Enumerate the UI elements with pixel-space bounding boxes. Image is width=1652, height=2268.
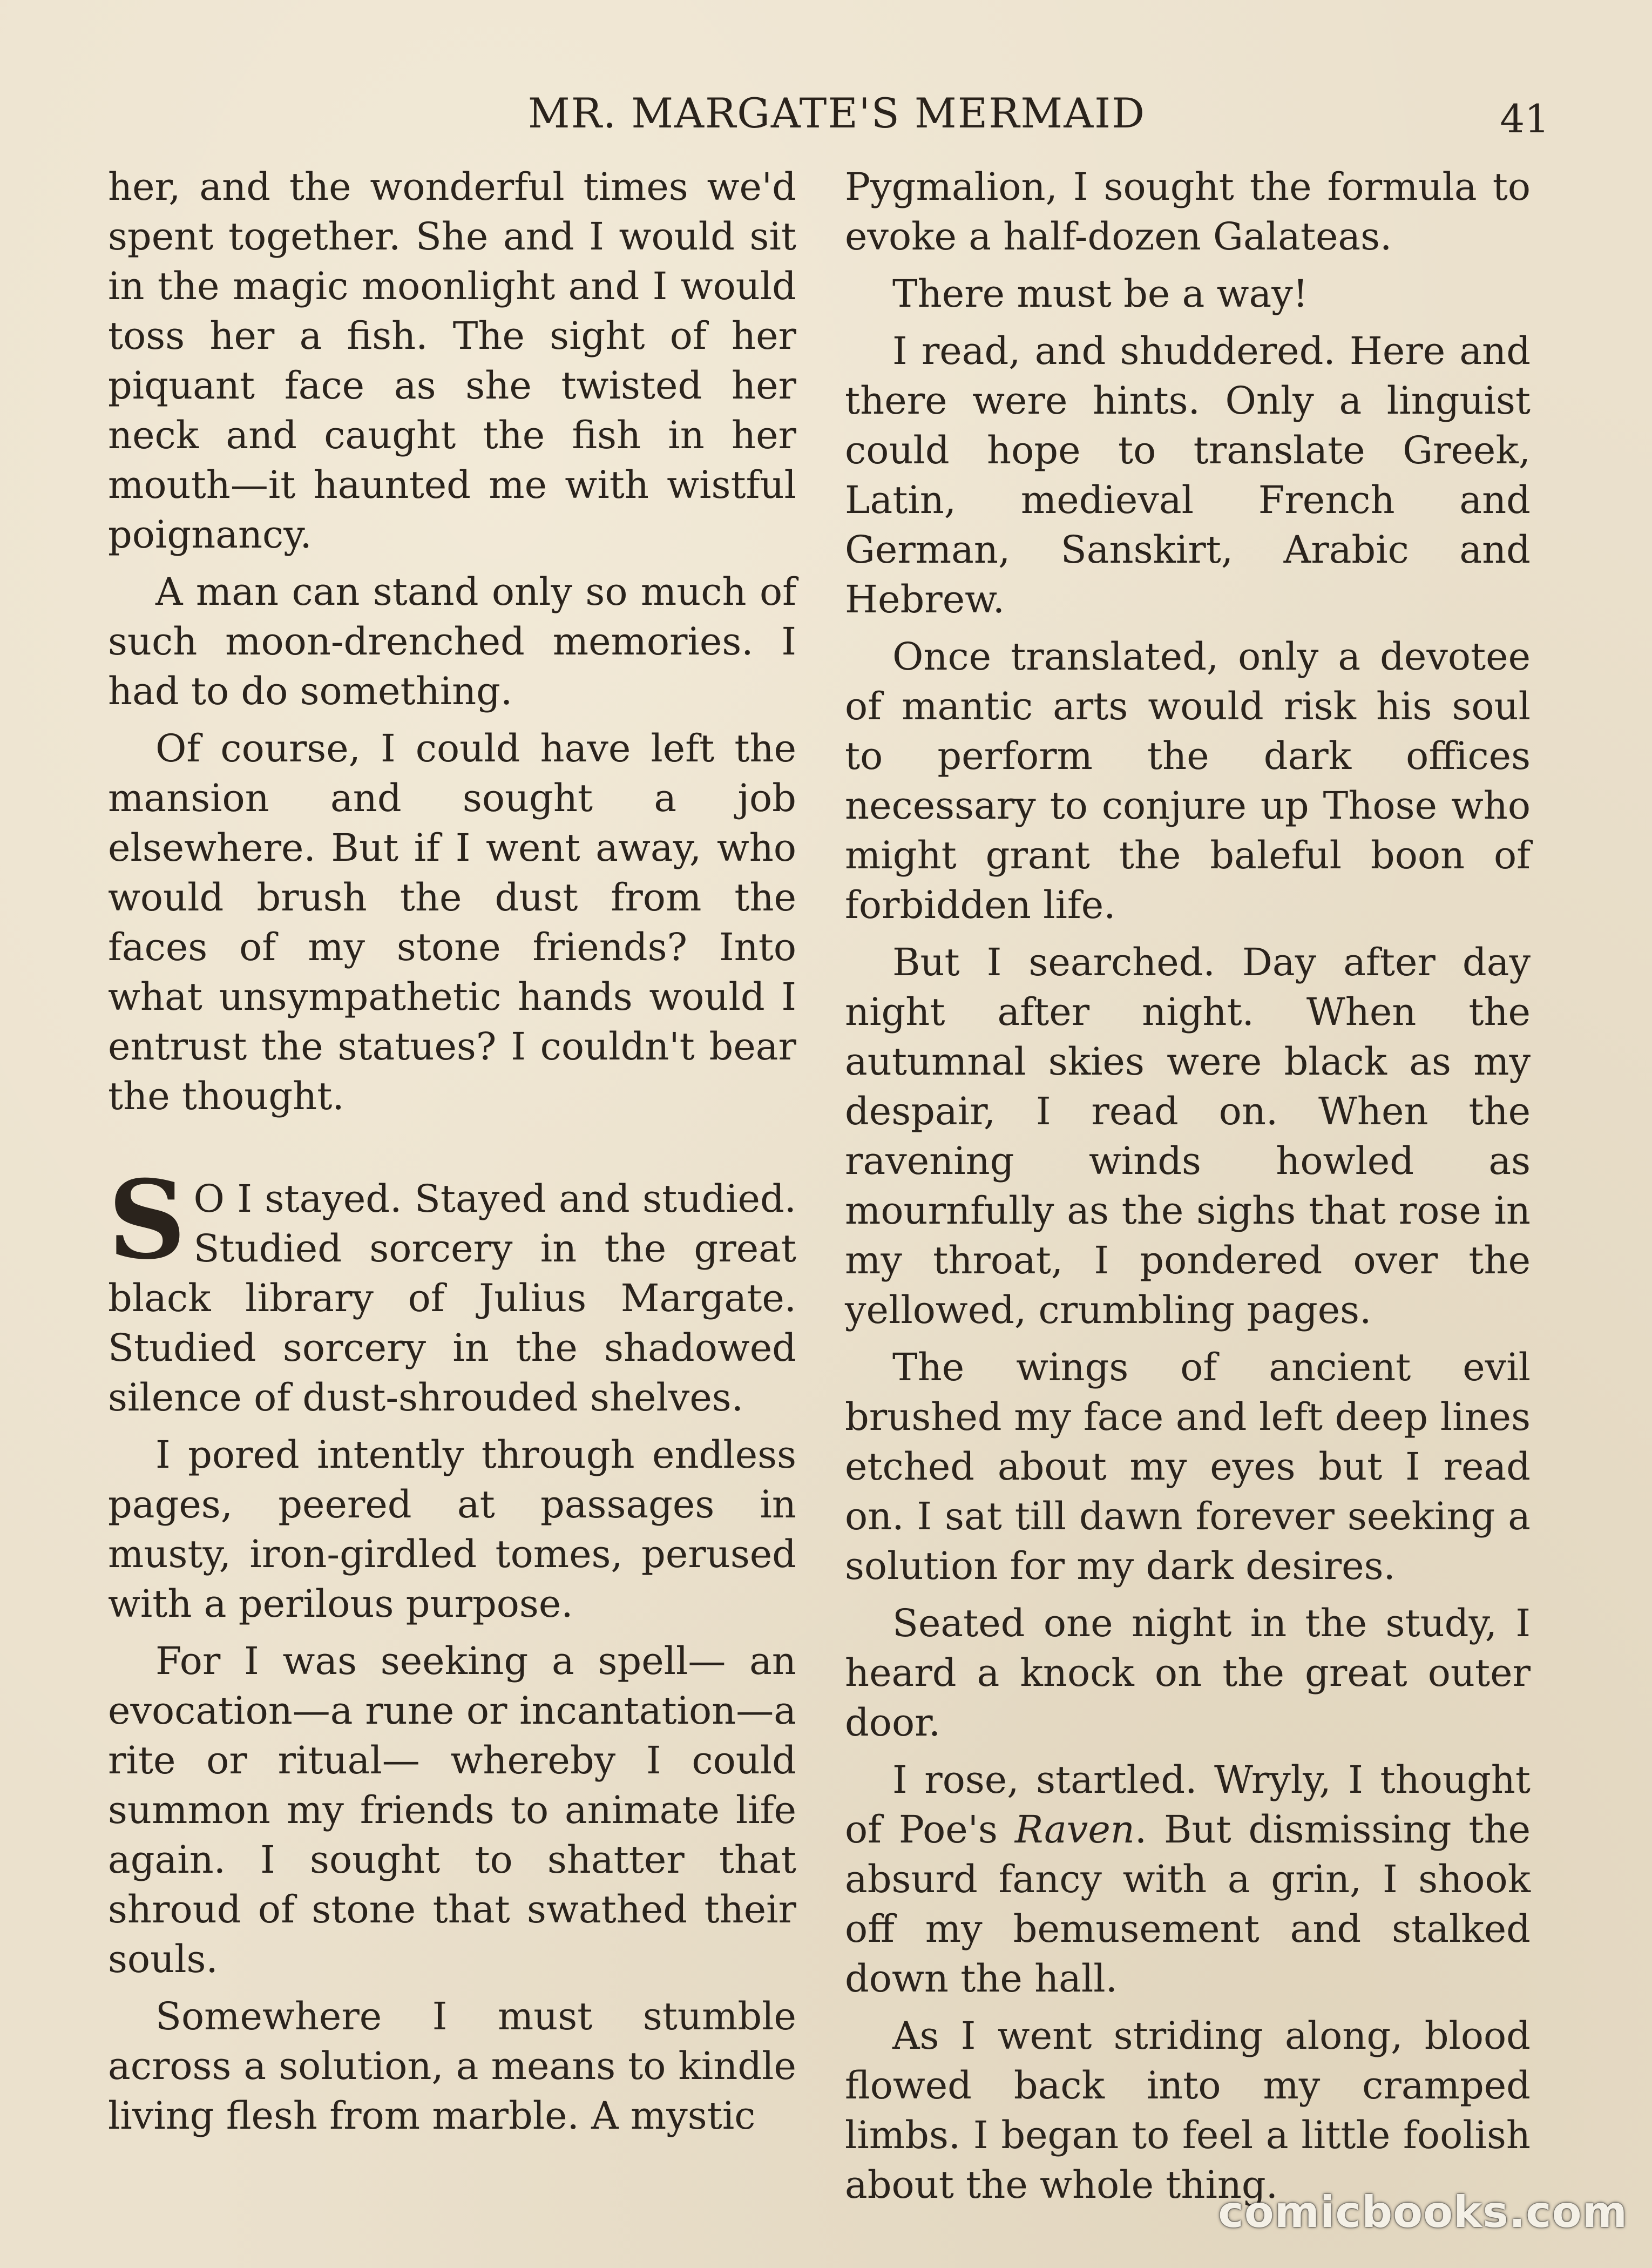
paragraph: There must be a way! (892, 272, 1308, 316)
page-number: 41 (1500, 96, 1549, 141)
paragraph: Pygmalion, I sought the formula to evoke a half-dozen Galateas. (845, 165, 1531, 259)
drop-cap: S (108, 1157, 186, 1284)
paragraph: For I was seeking a spell— an evocation—a rune or incantation—a rite or ritual— whereby I could summon my friends to animate life again. I sought to shatter that shroud of stone that swathed their souls. (108, 1639, 796, 1981)
paragraph-text: O I stayed. Stayed and studied. Studied sorcery in the great black library of Julius Margate. Studied sorcery in the shadowed silence of dust-shrouded shelves. (108, 1177, 796, 1420)
paragraph-text: . But dismissing the absurd fancy with a grin, I shook off my bemusement and stalked down the hall. (845, 1807, 1531, 2001)
paragraph: The wings of ancient evil brushed my face and left deep lines etched about my eyes but I read on. I sat till dawn forever seeking a solution for my dark desires. (845, 1345, 1531, 1588)
paragraph: But I searched. Day after day night after night. When the autumnal skies were black as my despair, I read on. When the ravening winds howled as mournfully as the sighs that rose in my throat, I pondered over the yellowed, crumbling pages. (845, 940, 1531, 1332)
running-title: MR. MARGATE'S MERMAID (527, 89, 1146, 137)
paragraph: Of course, I could have left the mansion and sought a job elsewhere. But if I went away, who would brush the dust from the faces of my stone friends? Into what unsympathetic hands would I entrust the statues? I couldn't bear the thought. (108, 726, 796, 1118)
paragraph (845, 1755, 1531, 2003)
dropcap-paragraph (108, 1157, 796, 1422)
paragraph: Seated one night in the study, I heard a knock on the great outer door. (845, 1601, 1531, 1745)
paragraph: As I went striding along, blood flowed back into my cramped limbs. I began to feel a little foolish about the whole thing. (845, 2014, 1531, 2207)
paragraph: I read, and shuddered. Here and there were hints. Only a linguist could hope to translate Greek, Latin, medieval French and German, Sanskirt, Arabic and Hebrew. (845, 329, 1531, 622)
paragraph: I pored intently through endless pages, peered at passages in musty, iron-girdled tomes, perused with a perilous purpose. (108, 1433, 796, 1626)
paragraph-text: I rose, startled. Wryly, I thought of Poe's (845, 1758, 1531, 1852)
paragraph: her, and the wonderful times we'd spent together. She and I would sit in the magic moonlight and I would toss her a fish. The sight of her piquant face as she twisted her neck and caught the fish in her mouth—it haunted me with wistful poignancy. (108, 165, 796, 557)
page-header (0, 81, 1652, 146)
site-watermark: comicbooks.com (1218, 2187, 1628, 2237)
paragraph: Somewhere I must stumble across a solution, a means to kindle living flesh from marble. A mystic (108, 1994, 796, 2138)
italic-title: Raven (1014, 1807, 1135, 1852)
section-break (108, 1129, 796, 1174)
right-column (845, 162, 1531, 2217)
paragraph: A man can stand only so much of such moon-drenched memories. I had to do something. (108, 570, 796, 713)
left-column (108, 162, 796, 2148)
paragraph: Once translated, only a devotee of mantic arts would risk his soul to perform the dark offices necessary to conjure up Those who might grant the baleful boon of forbidden life. (845, 634, 1531, 927)
